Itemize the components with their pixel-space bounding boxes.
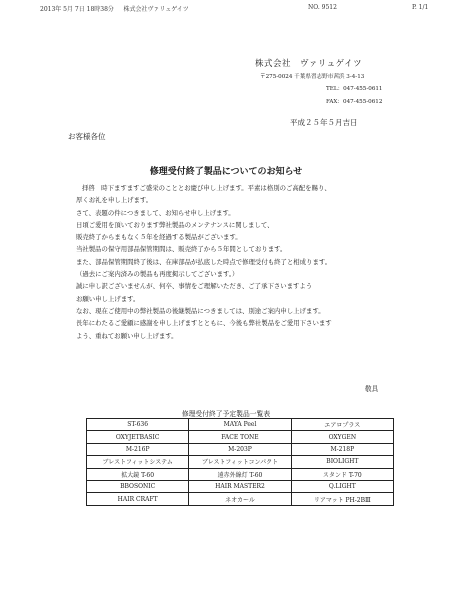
- table-row: [87, 443, 394, 455]
- table-cell: 拡大鏡 T-60: [87, 468, 189, 480]
- body-line: 厚くお礼を申し上げます。: [76, 196, 153, 205]
- body-line: 販売終了からまもなく５年を経過する製品がございます。: [76, 233, 242, 242]
- body-line: 誠に申し訳ございませんが、何卒、事情をご理解いただき、ご了承下さいますよう: [76, 282, 313, 291]
- table-cell: MAYA Peel: [189, 419, 291, 431]
- product-table: [86, 418, 394, 506]
- document-title: 修理受付終了製品についてのお知らせ: [149, 167, 303, 177]
- table-cell: エアロプラス: [291, 419, 393, 431]
- letter-date: 平成２５年５月吉日: [290, 118, 358, 127]
- body-line: お願い申し上げます。: [76, 294, 140, 303]
- table-row: [87, 431, 394, 443]
- table-row: [87, 480, 394, 492]
- body-line: また、部品保管期間終了後は、在庫部品が払底した時点で修理受付も終了と相成ります。: [76, 257, 332, 266]
- table-row: [87, 493, 394, 505]
- body-line: 長年にわたるご愛顧に感謝を申し上げますとともに、今後も弊社製品をご愛用下さいます: [76, 319, 332, 328]
- fax-number: NO. 9512: [308, 4, 337, 11]
- body-line: さて、表題の件につきまして、お知らせ申し上げます。: [76, 208, 235, 217]
- table-cell: M-218P: [291, 443, 393, 455]
- company-tel: TEL：047-455-0611: [326, 86, 383, 92]
- body-line: 当社製品の保守用部品保管期間は、販売終了から５年間としております。: [76, 245, 287, 254]
- table-cell: 遠赤外線灯 T-60: [189, 468, 291, 480]
- table-row: [87, 468, 394, 480]
- table-cell: ブレストフィットコンパクト: [189, 456, 291, 468]
- fax-datetime-sender: [40, 4, 189, 13]
- company-address: 〒275-0024 千葉県習志野市茜浜 3-4-13: [260, 74, 365, 80]
- fax-page: P. 1/1: [412, 4, 429, 11]
- table-cell: M-216P: [87, 443, 189, 455]
- product-list-title: 修理受付終了予定製品一覧表: [181, 410, 271, 418]
- body-line: 日頃ご愛用を頂いております弊社製品のメンテナンスに関しまして、: [76, 220, 274, 229]
- table-cell: BBOSONIC: [87, 480, 189, 492]
- table-cell: OXYGEN: [291, 431, 393, 443]
- table-cell: HAIR CRAFT: [87, 493, 189, 505]
- table-cell: BIOLIGHT: [291, 456, 393, 468]
- table-cell: OXYJETBASIC: [87, 431, 189, 443]
- table-cell: FACE TONE: [189, 431, 291, 443]
- body-line: 拝啓 時下ますますご盛栄のこととお慶び申し上げます。平素は格別のご高配を賜り、: [82, 184, 331, 192]
- table-cell: Q.LIGHT: [291, 480, 393, 492]
- body-line: （過去にご案内済みの製品も再度掲示してございます。）: [76, 270, 239, 279]
- table-row: [87, 456, 394, 468]
- letter-body: [76, 182, 406, 342]
- recipient: お客様各位: [68, 132, 106, 141]
- fax-sender: 株式会社ヴァリュゲイツ: [123, 6, 189, 13]
- body-line: よう、重ねてお願い申し上げます。: [76, 331, 178, 340]
- closing: 敬具: [365, 385, 379, 393]
- company-fax: FAX：047-455-0612: [326, 99, 383, 105]
- table-cell: ネオカール: [189, 493, 291, 505]
- fax-datetime: 2013年 5月 7日 18時38分: [40, 6, 114, 13]
- company-name: 株式会社 ヴァリュゲイツ: [255, 59, 363, 69]
- body-line: なお、現在ご使用中の弊社製品の後継製品につきましては、別途ご案内申し上げます。: [76, 306, 325, 315]
- table-cell: リアマット PH-2BⅢ: [291, 493, 393, 505]
- table-cell: M-203P: [189, 443, 291, 455]
- table-cell: HAIR MASTER2: [189, 480, 291, 492]
- table-cell: ST-636: [87, 419, 189, 431]
- table-cell: ブレストフィットシステム: [87, 456, 189, 468]
- table-row: [87, 419, 394, 431]
- table-cell: スタンド T-70: [291, 468, 393, 480]
